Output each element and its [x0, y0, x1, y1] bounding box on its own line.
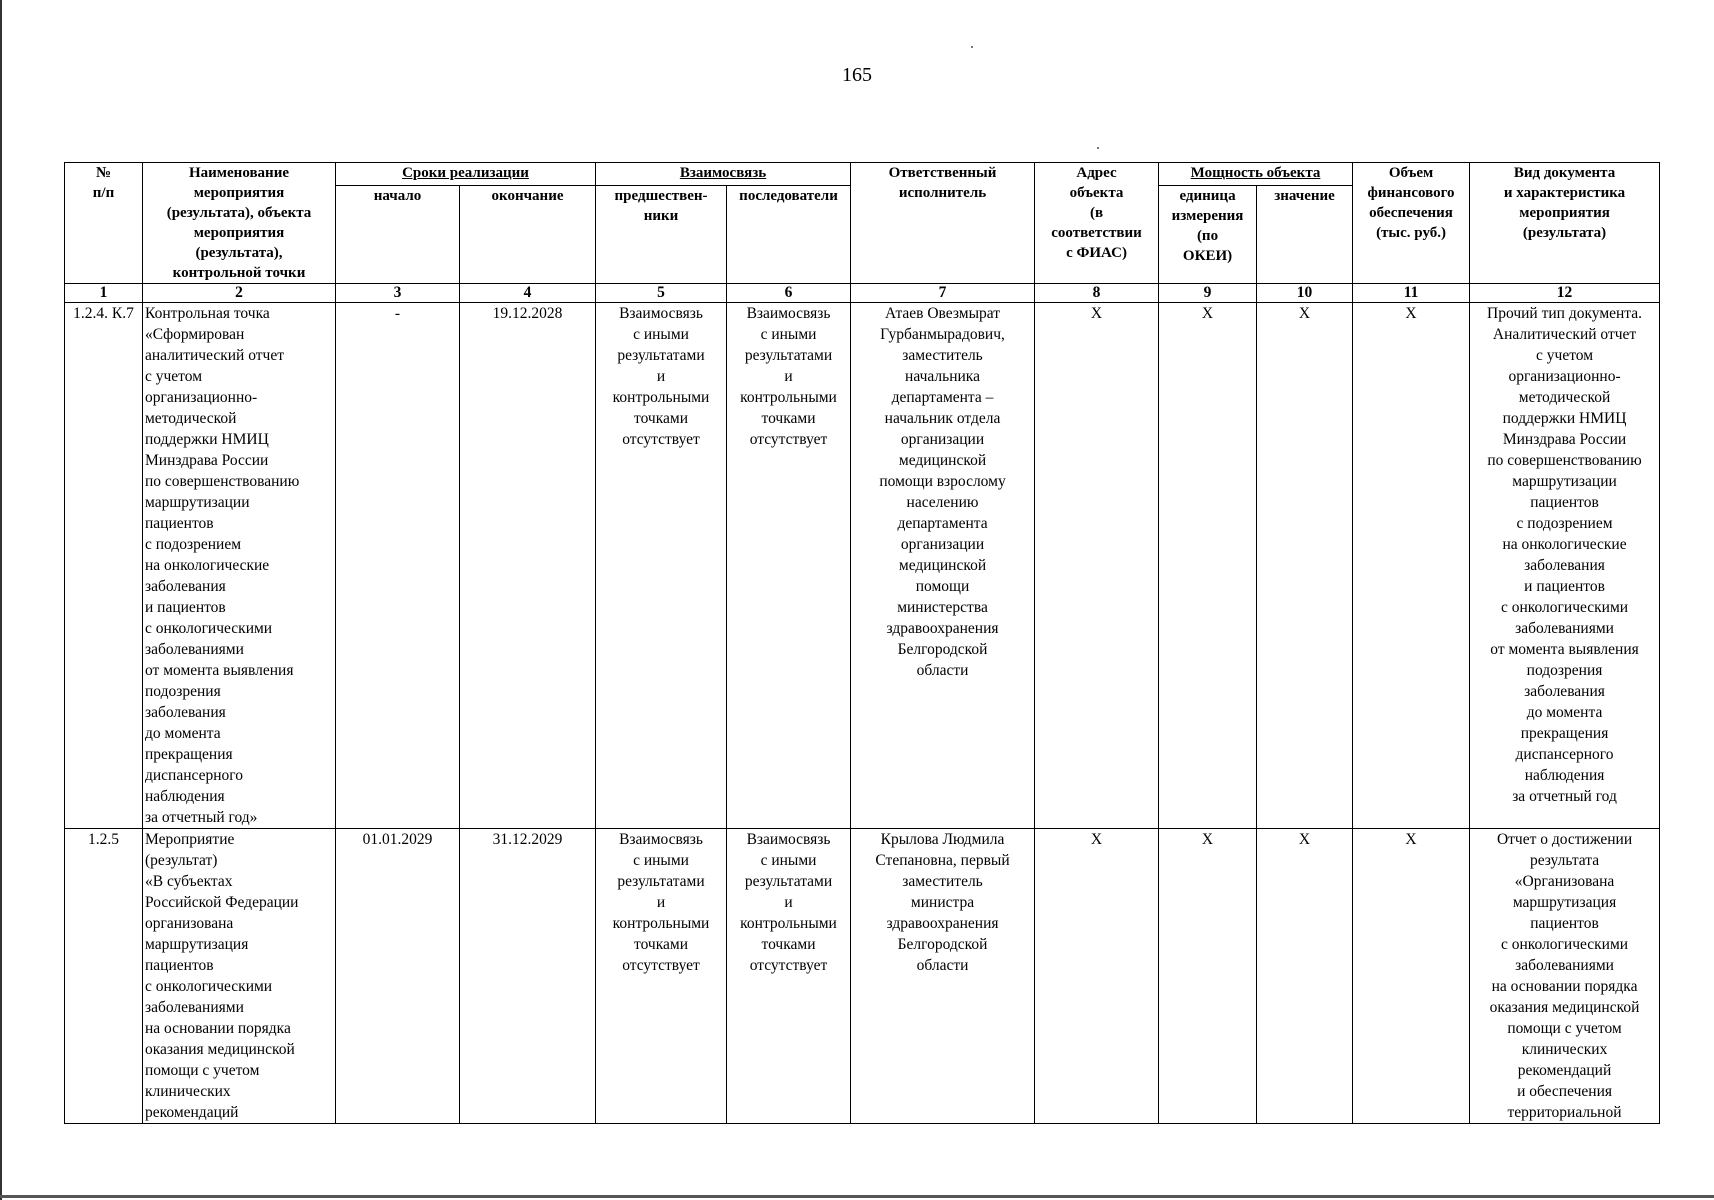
cell-succ-line: с иными [760, 852, 817, 869]
cell-pred-line: и [656, 894, 666, 911]
header-name-line: мероприятия [193, 185, 285, 201]
cell-pred-line: точками [634, 410, 689, 427]
header-address-line: объекта [1069, 185, 1124, 201]
cell-responsible-line: департамента – [891, 389, 994, 406]
col-number: 7 [851, 284, 1035, 303]
cell-doc-type-line: помощи с учетом [1507, 1020, 1622, 1037]
cell-name-line: на онкологические [145, 557, 270, 574]
header-pred-line: ники [643, 208, 679, 225]
col-number: 11 [1353, 284, 1470, 303]
cell-responsible-line: организации [900, 536, 985, 553]
cell-doc-type-line: с подозрением [1516, 515, 1613, 532]
cell-doc-type-line: с онкологическими [1500, 599, 1629, 616]
cell-pred-line: с иными [633, 326, 689, 343]
cell-pred-line: результатами [617, 873, 705, 890]
cell-responsible [851, 303, 1035, 829]
cell-doc-type [1470, 303, 1660, 829]
header-unit-line: измерения [1171, 208, 1244, 225]
cell-doc-type-line: на основании порядка [1491, 978, 1638, 995]
cell-name-line: заболевания [145, 704, 226, 721]
cell-succ-line: результатами [744, 347, 833, 364]
cell-name-line: пациентов [145, 957, 214, 974]
header-address-line: (в [1089, 205, 1104, 221]
header-address-line: соответствии [1051, 225, 1142, 241]
col-number: 3 [336, 284, 460, 303]
cell-name-line: маршрутизация [145, 936, 249, 953]
cell-doc-type-line: подозрения [1526, 662, 1603, 679]
col-number: 5 [596, 284, 727, 303]
col-number: 1 [65, 284, 143, 303]
cell-responsible-line: области [916, 662, 969, 679]
cell-succ-line: точками [761, 936, 816, 953]
cell-pred-line: и [656, 368, 666, 385]
scan-speck [1097, 147, 1099, 149]
cell-succ-line: результатами [744, 873, 833, 890]
cell-unit: Х [1159, 829, 1257, 1124]
cell-doc-type-line: «Организована [1514, 873, 1615, 890]
cell-doc-type-line: рекомендаций [1517, 1062, 1612, 1079]
header-responsible-line: Ответственный [888, 165, 997, 181]
cell-name-line: за отчетный год» [145, 809, 258, 826]
cell-responsible-line: здравоохранения [886, 620, 999, 637]
cell-succ-line: Взаимосвязь [746, 831, 831, 848]
cell-name-line: прекращения [145, 746, 233, 763]
header-num-line: № [95, 165, 112, 181]
header-name [143, 163, 336, 284]
cell-name-line: «Сформирован [145, 326, 245, 343]
cell-name-line: методической [145, 410, 237, 427]
header-funding [1353, 163, 1470, 284]
table-row [65, 303, 1660, 829]
cell-name-line: оказания медицинской [145, 1041, 295, 1058]
header-name-line: (результата), [195, 245, 283, 261]
cell-value: Х [1257, 303, 1353, 829]
cell-doc-type-line: пациентов [1530, 915, 1599, 932]
cell-doc-type-line: Прочий тип документа. [1487, 305, 1643, 322]
cell-doc-type-line: с учетом [1536, 347, 1594, 364]
cell-responsible [851, 829, 1035, 1124]
header-unit [1159, 186, 1257, 284]
cell-name-line: пациентов [145, 515, 214, 532]
cell-doc-type-line: и пациентов [1524, 578, 1605, 595]
header-funding-line: обеспечения [1369, 205, 1453, 221]
page-number: 165 [842, 64, 872, 86]
cell-name-line: организована [145, 915, 234, 932]
cell-name-line: (результат) [145, 852, 218, 869]
cell-responsible-line: помощи [915, 578, 970, 595]
cell-name-line: по совершенствованию [145, 473, 300, 490]
cell-succ [727, 829, 851, 1124]
cell-doc-type-line: с онкологическими [1500, 936, 1629, 953]
cell-name-line: подозрения [145, 683, 221, 700]
header-capacity [1159, 163, 1353, 186]
header-unit-line: (по [1196, 228, 1219, 245]
header-address-line: Адрес [1076, 165, 1117, 181]
cell-responsible-line: населению [906, 494, 979, 511]
cell-name-line: рекомендаций [145, 1104, 239, 1121]
cell-name-line: с учетом [145, 368, 203, 385]
column-number-row [65, 284, 1660, 303]
cell-name-line: Минздрава России [145, 452, 269, 469]
header-num [65, 163, 143, 284]
header-pred [596, 186, 727, 284]
cell-responsible-line: помощи взрослому [879, 473, 1006, 490]
cell-responsible-line: Белгородской [897, 936, 988, 953]
cell-responsible-line: Атаев Овезмырат [885, 305, 1000, 322]
cell-pred-line: с иными [633, 852, 689, 869]
cell-name-line: заболевания [145, 578, 226, 595]
cell-pred [596, 829, 727, 1124]
cell-succ-line: Взаимосвязь [746, 305, 831, 322]
header-name-line: мероприятия [193, 225, 285, 241]
header-address [1035, 163, 1159, 284]
cell-unit: Х [1159, 303, 1257, 829]
cell-name-line: организационно- [145, 389, 258, 406]
col-number: 9 [1159, 284, 1257, 303]
cell-doc-type-line: результата [1529, 852, 1600, 869]
cell-responsible-line: министра [910, 894, 975, 911]
cell-responsible-line: начальника [905, 368, 980, 385]
cell-pred-line: контрольными [612, 915, 710, 932]
cell-name-line: и пациентов [145, 599, 226, 616]
cell-doc-type-line: заболевания [1524, 683, 1605, 700]
cell-doc-type-line: Отчет о достижении [1496, 831, 1633, 848]
cell-num: 1.2.5 [65, 829, 143, 1124]
cell-doc-type-line: на онкологические [1502, 536, 1627, 553]
cell-name [143, 303, 336, 829]
cell-pred-line: Взаимосвязь [619, 305, 703, 322]
cell-doc-type-line: от момента выявления [1490, 641, 1639, 658]
cell-doc-type-line: поддержки НМИЦ [1502, 410, 1627, 427]
cell-succ-line: отсутствует [749, 957, 828, 974]
scan-speck [971, 46, 973, 48]
header-capacity-text: Мощность объекта [1190, 165, 1321, 181]
header-row-1 [65, 163, 1660, 186]
cell-responsible-line: заместитель [902, 347, 983, 364]
header-value: значение [1257, 186, 1353, 284]
col-number: 8 [1035, 284, 1159, 303]
cell-address: Х [1035, 829, 1159, 1124]
cell-doc-type-line: и обеспечения [1517, 1083, 1612, 1100]
header-doc-type-line: мероприятия [1519, 205, 1610, 221]
cell-name-line: диспансерного [145, 767, 243, 784]
cell-responsible-line: Крылова Людмила [880, 831, 1005, 848]
col-number: 12 [1470, 284, 1660, 303]
cell-doc-type-line: заболеваниями [1515, 620, 1614, 637]
cell-name-line: от момента выявления [145, 662, 294, 679]
cell-pred [596, 303, 727, 829]
header-name-line: Наименование [189, 165, 289, 181]
cell-doc-type-line: Аналитический отчет [1492, 326, 1637, 343]
cell-doc-type-line: оказания медицинской [1489, 999, 1640, 1016]
cell-doc-type-line: заболеваниями [1515, 957, 1614, 974]
header-funding-line: (тыс. руб.) [1376, 225, 1446, 241]
header-funding-line: финансового [1367, 185, 1455, 201]
cell-responsible-line: Степановна, первый [875, 852, 1010, 869]
cell-responsible-line: области [916, 957, 969, 974]
scan-bottom-edge [0, 1195, 1714, 1198]
cell-doc-type-line: клинических [1521, 1041, 1608, 1058]
cell-name-line: «В субъектах [145, 873, 233, 890]
cell-pred-line: отсутствует [622, 431, 700, 448]
cell-name-line: наблюдения [145, 788, 225, 805]
cell-name-line: заболеваниями [145, 999, 244, 1016]
cell-doc-type-line: маршрутизации [1512, 473, 1617, 490]
cell-doc-type-line: организационно- [1508, 368, 1621, 385]
cell-doc-type-line: заболевания [1524, 557, 1605, 574]
cell-name-line: с подозрением [145, 536, 242, 553]
header-relation [596, 163, 851, 186]
header-terms-text: Сроки реализации [402, 165, 529, 181]
cell-responsible-line: медицинской [898, 557, 987, 574]
cell-doc-type-line: диспансерного [1515, 746, 1614, 763]
header-pred-line: предшествен- [614, 188, 708, 205]
header-funding-line: Объем [1388, 165, 1434, 181]
col-number: 2 [143, 284, 336, 303]
cell-name-line: Мероприятие [145, 831, 235, 848]
cell-name-line: с онкологическими [145, 978, 273, 995]
cell-succ-line: и [784, 368, 793, 385]
cell-responsible-line: организации [900, 431, 985, 448]
header-responsible [851, 163, 1035, 284]
col-number: 4 [460, 284, 596, 303]
header-responsible-line: исполнитель [898, 185, 987, 201]
cell-name-line: с онкологическими [145, 620, 273, 637]
cell-responsible-line: здравоохранения [886, 915, 999, 932]
cell-pred-line: контрольными [612, 389, 710, 406]
cell-name-line: заболеваниями [145, 641, 244, 658]
cell-name-line: клинических [145, 1083, 231, 1100]
cell-doc-type-line: маршрутизация [1512, 894, 1617, 911]
header-start: начало [336, 186, 460, 284]
col-number: 6 [727, 284, 851, 303]
cell-name-line: поддержки НМИЦ [145, 431, 269, 448]
cell-succ [727, 303, 851, 829]
header-name-line: контрольной точки [172, 265, 306, 281]
cell-start: 01.01.2029 [336, 829, 460, 1124]
cell-responsible-line: департамента [897, 515, 988, 532]
header-relation-text: Взаимосвязь [679, 165, 767, 181]
cell-num: 1.2.4. К.7 [65, 303, 143, 829]
cell-pred-line: точками [634, 936, 689, 953]
cell-pred-line: результатами [617, 347, 705, 364]
cell-pred-line: отсутствует [622, 957, 700, 974]
cell-responsible-line: начальник отдела [884, 410, 1001, 427]
header-unit-line: единица [1179, 188, 1236, 205]
header-doc-type-line: Вид документа [1513, 165, 1616, 181]
header-terms [336, 163, 596, 186]
cell-funding: Х [1353, 303, 1470, 829]
cell-succ-line: отсутствует [749, 431, 828, 448]
cell-doc-type-line: территориальной [1507, 1104, 1622, 1121]
cell-start: - [336, 303, 460, 829]
cell-name-line: до момента [145, 725, 221, 742]
header-address-line: с ФИАС) [1066, 245, 1127, 261]
cell-name-line: маршрутизации [145, 494, 250, 511]
header-unit-line: ОКЕИ) [1182, 248, 1233, 265]
cell-responsible-line: Гурбанмырадович, [880, 326, 1005, 343]
cell-doc-type-line: наблюдения [1524, 767, 1605, 784]
cell-name [143, 829, 336, 1124]
cell-name-line: на основании порядка [145, 1020, 291, 1037]
col-number: 10 [1257, 284, 1353, 303]
cell-end: 31.12.2029 [460, 829, 596, 1124]
cell-responsible-line: заместитель [902, 873, 983, 890]
cell-succ-line: контрольными [740, 389, 837, 406]
cell-succ-line: точками [761, 410, 816, 427]
cell-pred-line: Взаимосвязь [619, 831, 703, 848]
cell-name-line: помощи с учетом [145, 1062, 260, 1079]
cell-doc-type-line: до момента [1526, 704, 1603, 721]
cell-succ-line: контрольными [740, 915, 837, 932]
cell-responsible-line: Белгородской [897, 641, 988, 658]
cell-funding: Х [1353, 829, 1470, 1124]
cell-doc-type-line: методической [1518, 389, 1611, 406]
plan-table [64, 162, 1660, 1124]
cell-name-line: Российской Федерации [145, 894, 299, 911]
header-doc-type-line: (результата) [1522, 225, 1607, 241]
header-end: окончание [460, 186, 596, 284]
cell-doc-type-line: пациентов [1530, 494, 1599, 511]
scan-left-edge [0, 0, 2, 1200]
table-row [65, 829, 1660, 1124]
header-doc-type [1470, 163, 1660, 284]
cell-responsible-line: министерства [897, 599, 988, 616]
cell-doc-type-line: Минздрава России [1502, 431, 1627, 448]
cell-responsible-line: медицинской [898, 452, 987, 469]
header-doc-type-line: и характеристика [1503, 185, 1626, 201]
cell-succ-line: с иными [760, 326, 817, 343]
cell-doc-type-line: за отчетный год [1512, 788, 1617, 805]
cell-name-line: Контрольная точка [145, 305, 270, 322]
cell-end: 19.12.2028 [460, 303, 596, 829]
cell-address: Х [1035, 303, 1159, 829]
cell-succ-line: и [784, 894, 793, 911]
header-succ: последователи [727, 186, 851, 284]
header-num-line: п/п [92, 185, 115, 201]
cell-doc-type-line: прекращения [1520, 725, 1609, 742]
cell-doc-type-line: по совершенствованию [1487, 452, 1642, 469]
cell-value: Х [1257, 829, 1353, 1124]
cell-doc-type [1470, 829, 1660, 1124]
cell-name-line: аналитический отчет [145, 347, 284, 364]
header-name-line: (результата), объекта [166, 205, 312, 221]
